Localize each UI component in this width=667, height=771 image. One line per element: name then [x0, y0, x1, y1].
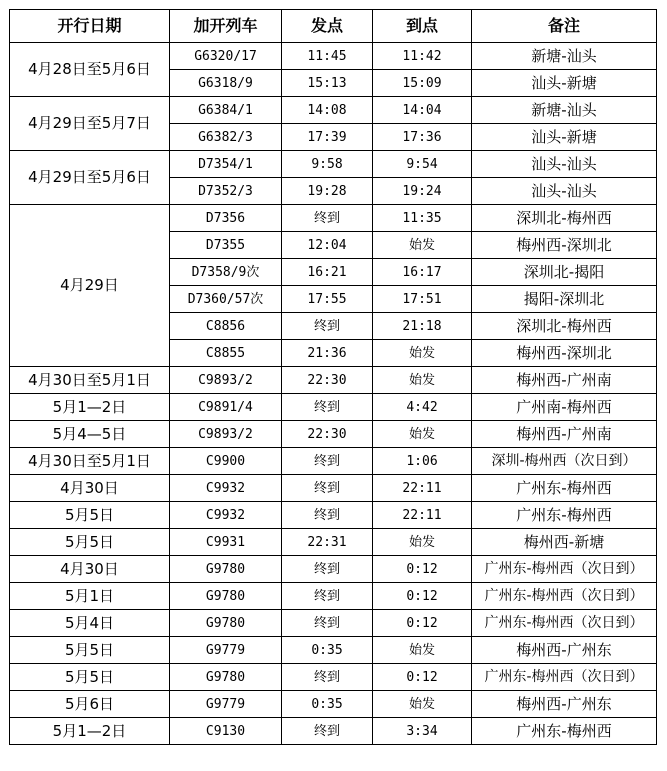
train-number-cell: C8856	[170, 313, 282, 340]
arrive-time-cell: 始发	[373, 691, 472, 718]
train-number-cell: G6320/17	[170, 43, 282, 70]
train-number-cell: C8855	[170, 340, 282, 367]
table-row	[10, 97, 657, 124]
arrive-time-cell: 始发	[373, 529, 472, 556]
train-number-cell: C9900	[170, 448, 282, 475]
remark-cell: 深圳北-梅州西	[472, 205, 657, 232]
table-row	[10, 394, 657, 421]
arrive-time-cell: 始发	[373, 367, 472, 394]
depart-time-cell: 0:35	[282, 637, 373, 664]
train-number-cell: D7354/1	[170, 151, 282, 178]
train-number-cell: D7358/9次	[170, 259, 282, 286]
run-date-cell: 4月30日至5月1日	[10, 448, 170, 475]
remark-cell: 汕头-新塘	[472, 124, 657, 151]
arrive-time-cell: 15:09	[373, 70, 472, 97]
run-date-cell: 4月30日	[10, 475, 170, 502]
table-row	[10, 502, 657, 529]
remark-cell: 梅州西-广州南	[472, 421, 657, 448]
remark-cell: 梅州西-新塘	[472, 529, 657, 556]
depart-time-cell: 终到	[282, 502, 373, 529]
table-row	[10, 691, 657, 718]
run-date-cell: 5月1—2日	[10, 394, 170, 421]
depart-time-cell: 终到	[282, 205, 373, 232]
header-arrive: 到点	[373, 10, 472, 43]
depart-time-cell: 17:55	[282, 286, 373, 313]
run-date-cell: 5月5日	[10, 529, 170, 556]
train-number-cell: G9780	[170, 610, 282, 637]
train-number-cell: C9893/2	[170, 367, 282, 394]
depart-time-cell: 9:58	[282, 151, 373, 178]
run-date-cell: 5月5日	[10, 664, 170, 691]
arrive-time-cell: 始发	[373, 421, 472, 448]
schedule-body	[10, 43, 657, 745]
train-number-cell: G9780	[170, 583, 282, 610]
header-depart: 发点	[282, 10, 373, 43]
table-row	[10, 556, 657, 583]
train-number-cell: G6384/1	[170, 97, 282, 124]
arrive-time-cell: 3:34	[373, 718, 472, 745]
remark-cell: 汕头-新塘	[472, 70, 657, 97]
depart-time-cell: 终到	[282, 394, 373, 421]
depart-time-cell: 终到	[282, 664, 373, 691]
arrive-time-cell: 22:11	[373, 502, 472, 529]
table-row	[10, 637, 657, 664]
table-row	[10, 610, 657, 637]
train-number-cell: D7355	[170, 232, 282, 259]
arrive-time-cell: 4:42	[373, 394, 472, 421]
run-date-cell: 4月29日	[10, 205, 170, 367]
table-row	[10, 583, 657, 610]
depart-time-cell: 22:31	[282, 529, 373, 556]
run-date-cell: 5月1日	[10, 583, 170, 610]
depart-time-cell: 终到	[282, 583, 373, 610]
arrive-time-cell: 1:06	[373, 448, 472, 475]
depart-time-cell: 19:28	[282, 178, 373, 205]
train-number-cell: C9932	[170, 475, 282, 502]
table-row	[10, 475, 657, 502]
depart-time-cell: 12:04	[282, 232, 373, 259]
run-date-cell: 4月30日	[10, 556, 170, 583]
depart-time-cell: 终到	[282, 718, 373, 745]
depart-time-cell: 终到	[282, 475, 373, 502]
train-number-cell: G9780	[170, 556, 282, 583]
arrive-time-cell: 9:54	[373, 151, 472, 178]
run-date-cell: 5月4—5日	[10, 421, 170, 448]
remark-cell: 广州东-梅州西（次日到）	[472, 583, 657, 610]
arrive-time-cell: 0:12	[373, 583, 472, 610]
arrive-time-cell: 始发	[373, 340, 472, 367]
remark-cell: 梅州西-深圳北	[472, 340, 657, 367]
depart-time-cell: 0:35	[282, 691, 373, 718]
arrive-time-cell: 16:17	[373, 259, 472, 286]
arrive-time-cell: 始发	[373, 232, 472, 259]
depart-time-cell: 11:45	[282, 43, 373, 70]
depart-time-cell: 终到	[282, 556, 373, 583]
depart-time-cell: 17:39	[282, 124, 373, 151]
arrive-time-cell: 22:11	[373, 475, 472, 502]
train-number-cell: C9932	[170, 502, 282, 529]
train-number-cell: D7352/3	[170, 178, 282, 205]
remark-cell: 梅州西-广州南	[472, 367, 657, 394]
remark-cell: 广州南-梅州西	[472, 394, 657, 421]
train-number-cell: G6318/9	[170, 70, 282, 97]
table-row	[10, 529, 657, 556]
run-date-cell: 5月4日	[10, 610, 170, 637]
remark-cell: 广州东-梅州西（次日到）	[472, 664, 657, 691]
arrive-time-cell: 21:18	[373, 313, 472, 340]
train-number-cell: C9130	[170, 718, 282, 745]
arrive-time-cell: 0:12	[373, 556, 472, 583]
depart-time-cell: 16:21	[282, 259, 373, 286]
remark-cell: 广州东-梅州西	[472, 502, 657, 529]
run-date-cell: 5月5日	[10, 637, 170, 664]
remark-cell: 汕头-汕头	[472, 178, 657, 205]
header-date: 开行日期	[10, 10, 170, 43]
remark-cell: 深圳北-梅州西	[472, 313, 657, 340]
table-row	[10, 43, 657, 70]
remark-cell: 广州东-梅州西	[472, 475, 657, 502]
run-date-cell: 4月30日至5月1日	[10, 367, 170, 394]
table-row	[10, 448, 657, 475]
arrive-time-cell: 始发	[373, 637, 472, 664]
table-row	[10, 421, 657, 448]
remark-cell: 深圳-梅州西（次日到）	[472, 448, 657, 475]
arrive-time-cell: 0:12	[373, 610, 472, 637]
table-row	[10, 664, 657, 691]
run-date-cell: 4月28日至5月6日	[10, 43, 170, 97]
table-row	[10, 151, 657, 178]
run-date-cell: 4月29日至5月6日	[10, 151, 170, 205]
run-date-cell: 5月1—2日	[10, 718, 170, 745]
train-number-cell: D7360/57次	[170, 286, 282, 313]
arrive-time-cell: 14:04	[373, 97, 472, 124]
schedule-table	[9, 9, 657, 745]
arrive-time-cell: 17:36	[373, 124, 472, 151]
run-date-cell: 4月29日至5月7日	[10, 97, 170, 151]
depart-time-cell: 终到	[282, 313, 373, 340]
train-number-cell: G9779	[170, 637, 282, 664]
header-row	[10, 10, 657, 43]
depart-time-cell: 22:30	[282, 421, 373, 448]
remark-cell: 广州东-梅州西（次日到）	[472, 556, 657, 583]
table-row	[10, 367, 657, 394]
train-number-cell: C9891/4	[170, 394, 282, 421]
run-date-cell: 5月5日	[10, 502, 170, 529]
arrive-time-cell: 11:35	[373, 205, 472, 232]
train-number-cell: C9893/2	[170, 421, 282, 448]
table-row	[10, 718, 657, 745]
header-remark: 备注	[472, 10, 657, 43]
depart-time-cell: 15:13	[282, 70, 373, 97]
remark-cell: 揭阳-深圳北	[472, 286, 657, 313]
remark-cell: 深圳北-揭阳	[472, 259, 657, 286]
remark-cell: 广州东-梅州西（次日到）	[472, 610, 657, 637]
remark-cell: 梅州西-广州东	[472, 637, 657, 664]
train-number-cell: C9931	[170, 529, 282, 556]
depart-time-cell: 21:36	[282, 340, 373, 367]
depart-time-cell: 14:08	[282, 97, 373, 124]
depart-time-cell: 22:30	[282, 367, 373, 394]
table-row	[10, 205, 657, 232]
depart-time-cell: 终到	[282, 448, 373, 475]
train-number-cell: G6382/3	[170, 124, 282, 151]
remark-cell: 梅州西-深圳北	[472, 232, 657, 259]
header-train: 加开列车	[170, 10, 282, 43]
train-number-cell: D7356	[170, 205, 282, 232]
remark-cell: 梅州西-广州东	[472, 691, 657, 718]
remark-cell: 汕头-汕头	[472, 151, 657, 178]
remark-cell: 广州东-梅州西	[472, 718, 657, 745]
arrive-time-cell: 19:24	[373, 178, 472, 205]
remark-cell: 新塘-汕头	[472, 43, 657, 70]
arrive-time-cell: 0:12	[373, 664, 472, 691]
arrive-time-cell: 17:51	[373, 286, 472, 313]
depart-time-cell: 终到	[282, 610, 373, 637]
train-number-cell: G9780	[170, 664, 282, 691]
remark-cell: 新塘-汕头	[472, 97, 657, 124]
arrive-time-cell: 11:42	[373, 43, 472, 70]
run-date-cell: 5月6日	[10, 691, 170, 718]
train-number-cell: G9779	[170, 691, 282, 718]
